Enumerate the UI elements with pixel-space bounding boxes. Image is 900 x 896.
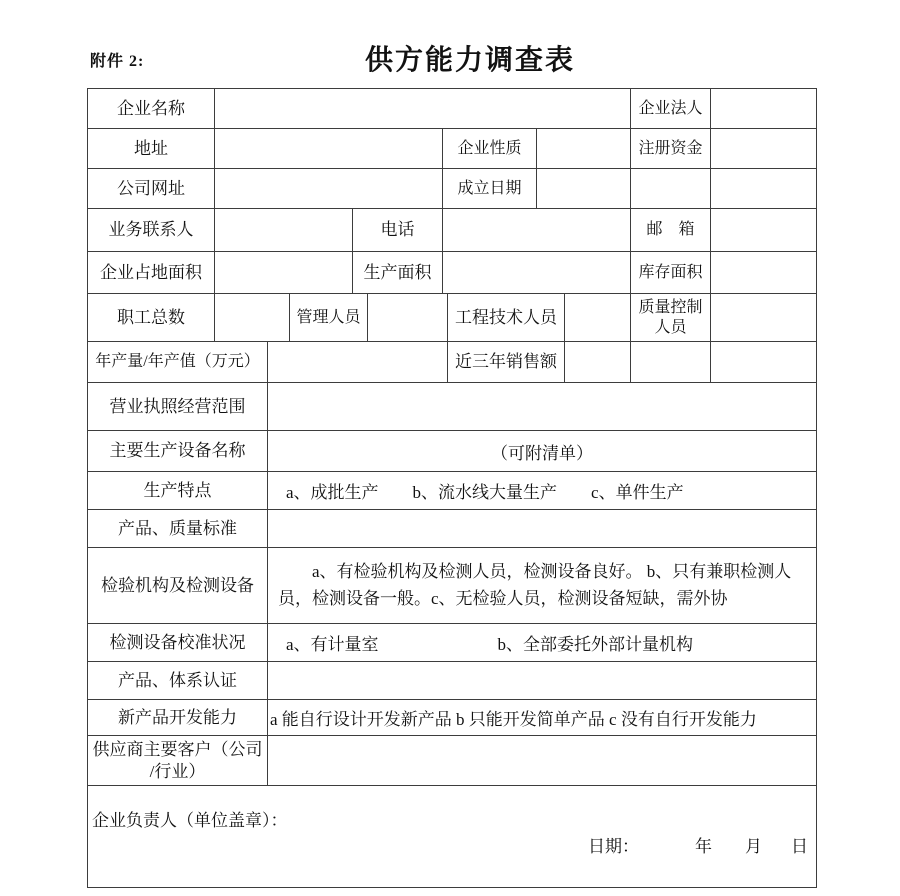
contact-input-cell[interactable] [215,209,353,252]
quality-standard-input-cell[interactable] [268,510,816,548]
engineering-staff-input-cell[interactable] [565,294,631,342]
land-area-input-cell[interactable] [215,252,353,294]
inventory-area-label: 库存面积 [631,252,711,294]
qc-staff-label: 质量控制人员 [631,294,711,342]
row-equipment [88,431,816,472]
year-label: 年 [695,837,712,856]
quality-standard-label: 产品、质量标准 [88,510,268,548]
production-area-input-cell[interactable] [443,252,631,294]
row-contact [88,209,816,252]
row-staff [88,294,816,342]
row-area [88,252,816,294]
website-input-cell[interactable] [215,169,443,209]
email-label: 邮 箱 [631,209,711,252]
total-staff-input-cell[interactable] [215,294,290,342]
blank-cell[interactable] [711,169,816,209]
contact-label: 业务联系人 [88,209,215,252]
row-quality-standard [88,510,816,548]
management-staff-input-cell[interactable] [368,294,448,342]
inspection-label: 检验机构及检测设备 [88,548,268,624]
row-website [88,169,816,209]
calibration-label: 检测设备校准状况 [88,624,268,662]
row-production-features [88,472,816,510]
recent-sales-label: 近三年销售额 [448,342,565,383]
row-company-name [88,89,816,129]
production-area-label: 生产面积 [353,252,443,294]
inventory-area-input-cell[interactable] [711,252,816,294]
main-customers-input-cell[interactable] [268,736,816,786]
company-nature-label: 企业性质 [443,129,537,169]
qc-staff-input-cell[interactable] [711,294,816,342]
legal-person-input-cell[interactable] [711,89,816,129]
row-new-product [88,700,816,736]
phone-label: 电话 [353,209,443,252]
certification-label: 产品、体系认证 [88,662,268,700]
legal-person-label: 企业法人 [631,89,711,129]
production-features-options: a、成批生产 b、流水线大量生产 c、单件生产 [268,472,816,510]
month-label: 月 [745,837,762,856]
main-customers-label [88,736,268,786]
new-product-label: 新产品开发能力 [88,700,268,736]
row-signature [88,786,816,887]
establish-date-label: 成立日期 [443,169,537,209]
row-address [88,129,816,169]
business-scope-input-cell[interactable] [268,383,816,431]
supplier-survey-table [87,88,817,888]
new-product-options: a 能自行设计开发新产品 b 只能开发简单产品 c 没有自行开发能力 [268,700,816,736]
email-input-cell[interactable] [711,209,816,252]
management-staff-label: 管理人员 [290,294,368,342]
row-certification [88,662,816,700]
blank-cell[interactable] [631,169,711,209]
production-features-label: 生产特点 [88,472,268,510]
attachment-label: 附件 2: [90,53,145,70]
page-title: 供方能力调查表 [364,43,576,76]
address-input-cell[interactable] [215,129,443,169]
row-output [88,342,816,383]
row-calibration [88,624,816,662]
row-main-customers [88,736,816,786]
sales-year3-input-cell[interactable] [711,342,816,383]
date-label: 日期： [588,837,639,856]
equipment-note: （可附清单） [268,431,816,472]
phone-input-cell[interactable] [443,209,631,252]
engineering-staff-label: 工程技术人员 [448,294,565,342]
establish-date-input-cell[interactable] [537,169,631,209]
website-label: 公司网址 [88,169,215,209]
day-label: 日 [791,837,808,856]
date-line [588,832,808,857]
annual-output-input-cell[interactable] [268,342,448,383]
certification-input-cell[interactable] [268,662,816,700]
sales-year2-input-cell[interactable] [631,342,711,383]
row-business-scope [88,383,816,431]
business-scope-label: 营业执照经营范围 [88,383,268,431]
sales-year1-input-cell[interactable] [565,342,631,383]
registered-capital-input-cell[interactable] [711,129,816,169]
company-name-input-cell[interactable] [215,89,631,129]
row-inspection [88,548,816,624]
company-nature-input-cell[interactable] [537,129,631,169]
company-name-label: 企业名称 [88,89,215,129]
signature-cell [88,786,816,887]
address-label: 地址 [88,129,215,169]
equipment-name-label: 主要生产设备名称 [88,431,268,472]
calibration-options: a、有计量室 b、全部委托外部计量机构 [268,624,816,662]
annual-output-label: 年产量/年产值（万元） [88,342,268,383]
land-area-label: 企业占地面积 [88,252,215,294]
inspection-options-cell [268,548,816,624]
main-customers-label-line1: 供应商主要客户（公司 [92,740,263,760]
inspection-options: a、有检验机构及检测人员，检测设备良好。 b、只有兼职检测人员，检测设备一般。c、无检验人员，检测设备短缺，需外协 [278,562,792,608]
main-customers-label-line2: /行业） [149,761,206,781]
registered-capital-label: 注册资金 [631,129,711,169]
total-staff-label: 职工总数 [88,294,215,342]
signature-label: 企业负责人（单位盖章）： [92,811,288,830]
